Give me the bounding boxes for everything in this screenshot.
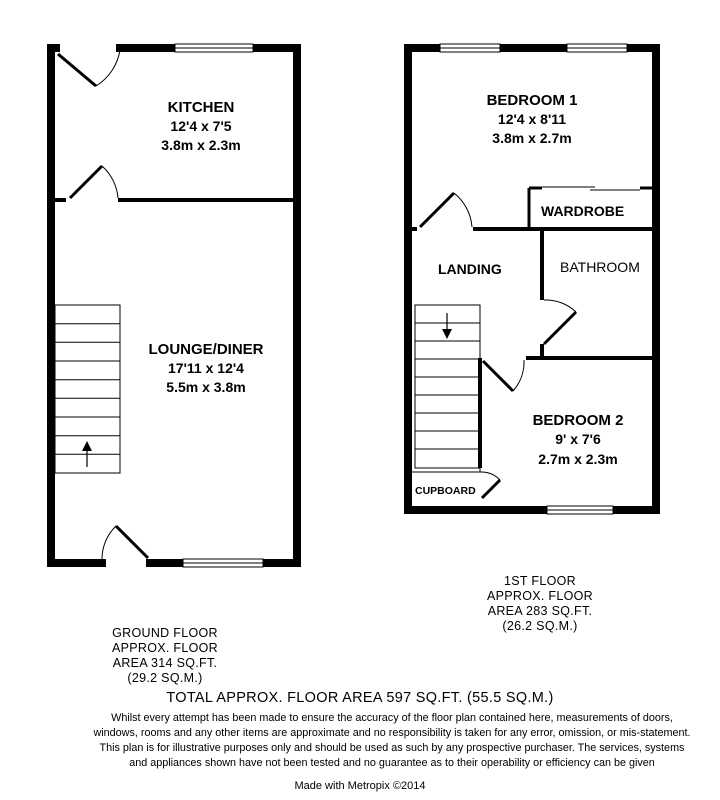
kitchen-label <box>161 99 240 153</box>
kitchen-window <box>175 44 253 52</box>
wardrobe-sliding-doors <box>542 187 640 190</box>
bedroom-1-metric-dimensions: 3.8m x 2.7m <box>492 130 572 146</box>
front-door <box>102 526 148 560</box>
bedroom-1-label <box>487 92 578 146</box>
landing-label: LANDING <box>438 261 502 277</box>
bedroom-2-name: BEDROOM 2 <box>532 412 624 429</box>
first-floor-info-line: 1ST FLOOR <box>504 574 576 588</box>
lounge-diner-imperial-dimensions: 17'11 x 12'4 <box>168 360 244 376</box>
bathroom-label: BATHROOM <box>560 259 640 275</box>
lounge-diner-metric-dimensions: 5.5m x 3.8m <box>166 379 246 395</box>
cupboard-label: CUPBOARD <box>415 485 476 497</box>
stairs-down-arrow-icon <box>442 313 452 339</box>
lounge-window <box>183 559 263 567</box>
bathroom-door <box>544 300 576 344</box>
bedroom-2-door <box>483 360 524 391</box>
cupboard-door <box>480 472 500 498</box>
kitchen-metric-dimensions: 3.8m x 2.3m <box>161 137 241 153</box>
ground-floor-info <box>100 626 230 686</box>
first-floor-info-line: APPROX. FLOOR <box>486 589 593 603</box>
ground-floor-info-line: AREA 314 SQ.FT. <box>112 656 218 670</box>
bedroom-2-metric-dimensions: 2.7m x 2.3m <box>538 451 618 467</box>
kitchen-name: KITCHEN <box>167 99 235 116</box>
ground-floor-info-line: (29.2 SQ.M.) <box>127 671 203 685</box>
first-floor-info <box>475 574 605 634</box>
kitchen-imperial-dimensions: 12'4 x 7'5 <box>170 118 232 134</box>
ground-floor-info-line: APPROX. FLOOR <box>111 641 218 655</box>
cupboard-unit <box>412 468 480 472</box>
kitchen-internal-door <box>70 166 118 198</box>
kitchen-back-door <box>58 50 120 86</box>
lounge-diner-name: LOUNGE/DINER <box>148 341 264 358</box>
bedroom-1-name: BEDROOM 1 <box>486 92 578 109</box>
first-floor-info-line: (26.2 SQ.M.) <box>502 619 578 633</box>
bedroom-2-imperial-dimensions: 9' x 7'6 <box>555 431 601 447</box>
wardrobe-label: WARDROBE <box>541 203 625 219</box>
first-floor-info-line: AREA 283 SQ.FT. <box>487 604 593 618</box>
bedroom-2-window <box>547 506 613 514</box>
disclaimer-text: Whilst every attempt has been made to ensure the accuracy of the floor plan contained here, measurements of doors, windows, rooms and any other items are approximate and no responsibility is taken for any error, omission, or mis-statement. This plan is for illustrative purposes only and should be used as such by any prospective purchaser. The services, systems and appliances shown have not been tested and no guarantee as to their operability or efficiency can be given <box>93 712 691 769</box>
lounge-diner-label <box>148 341 263 395</box>
ground-floor-info-line: GROUND FLOOR <box>112 626 218 640</box>
credit-text: Made with Metropix ©2014 <box>294 780 426 792</box>
bedroom-1-imperial-dimensions: 12'4 x 8'11 <box>497 111 567 127</box>
bedroom-2-label <box>533 412 624 467</box>
total-floor-area: TOTAL APPROX. FLOOR AREA 597 SQ.FT. (55.5 SQ.M.) <box>166 690 554 706</box>
bedroom-1-door <box>420 193 472 227</box>
